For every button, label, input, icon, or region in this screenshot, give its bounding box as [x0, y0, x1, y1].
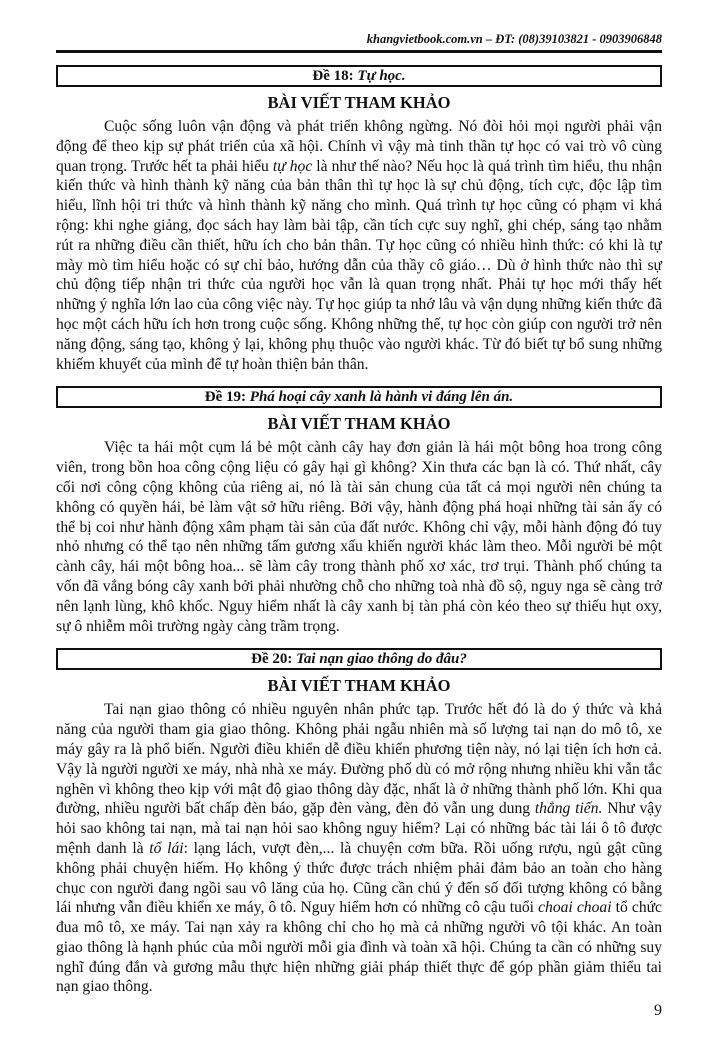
topic-box-19	[56, 386, 662, 408]
italic-run: choai choai	[538, 899, 612, 917]
text-run: Việc ta hái một cụm lá bẻ một cành cây hay đơn giản là hái một bông hoa trong công viên, trong bồn hoa công cộng liệu có gây hại gì không? Xin thưa các bạn là có. Thứ nhất, cây cối nơi công cộng không của riêng ai, nó là tài sản chung của tất cả mọi người nên chúng ta không có quyền hái, bẻ làm vật sở hữu riêng. Bởi vậy, hành động phá hoại những tài sản ấy có thể bị coi như hành động xâm phạm tài sản của đất nước. Không chỉ vậy, mỗi hành động đó tuy nhỏ nhưng có thể tạo nên những tấm gương xấu khiến người khác làm theo. Mỗi người bẻ một cành cây, hái một bông hoa... sẽ làm cây trong thành phố xơ xác, trơ trụi. Thành phố chúng ta vốn đã vắng bóng cây xanh bởi phải nhường chỗ cho những toà nhà đồ sộ, nguy nga sẽ càng trở nên lạnh lùng, khô khốc. Nguy hiểm nhất là cây xanh bị tàn phá còn kéo theo sự thiếu hụt oxy, sự ô nhiễm môi trường ngày càng trầm trọng.	[56, 439, 662, 635]
section-heading: BÀI VIẾT THAM KHẢO	[267, 414, 451, 434]
essay-paragraph-18	[56, 117, 662, 374]
topic-box-20	[56, 648, 662, 670]
essay-paragraph-20	[56, 700, 662, 997]
topic-title: Tai nạn giao thông do đâu?	[296, 651, 467, 668]
topic-label: Đề 20:	[251, 651, 297, 668]
section-18	[56, 65, 662, 374]
section-heading: BÀI VIẾT THAM KHẢO	[267, 93, 451, 112]
text-run: : lạng lách, vượt đèn,... là chuyện cơm bữa. Rồi uống rượu, ngủ gật cũng không phải chuyện hiếm. Họ không ý thức được trách nhiệm phải đảm bảo an toàn cho hàng chục con người đang ngồi sau vô lăng của họ. Cũng cần chú ý đến số đối tượng không có bằng lái nhưng vẫn điều khiển xe máy, ô tô. Nguy hiểm hơn có những cô cậu tuổi	[56, 839, 662, 917]
running-header: khangvietbook.com.vn – ĐT: (08)39103821 - 0903906848	[366, 32, 662, 46]
italic-run: tổ lái	[149, 839, 184, 857]
text-run: Như vậy hỏi sao không tai nạn, mà tai nạn hỏi sao không nguy hiểm? Lại có những bác tài lái ô tô được mệnh danh là	[56, 800, 663, 857]
section-20	[56, 648, 662, 997]
text-run: Tai nạn giao thông có nhiều nguyên nhân phức tạp. Trước hết đó là do ý thức và khả năng của người tham gia giao thông. Không phải ngẫu nhiên mà số lượng tai nạn do mô tô, xe máy gây ra là phổ biến. Người điều khiển dễ điều khiển phương tiện này, nó lại tiện ích hơn cả. Vậy là người người xe máy, nhà nhà xe máy. Đường phố dù có mở rộng nhưng nhiều khi vẫn tắc nghẽn vì không theo kịp với mật độ giao thông dày đặc, nhất là ở những thành phố lớn. Khi qua đường, nhiều người bất chấp đèn báo, gặp đèn vàng, đèn đỏ vẫn ung dung	[56, 701, 662, 818]
topic-label: Đề 19:	[204, 389, 250, 406]
topic-title: Tự học.	[357, 68, 406, 84]
header-rule	[56, 50, 662, 53]
page-number: 9	[654, 1002, 662, 1020]
topic-box-18	[56, 65, 662, 87]
italic-run: tự học	[272, 157, 313, 175]
topic-title: Phá hoại cây xanh là hành vi đáng lên án.	[249, 389, 514, 406]
section-19	[56, 386, 662, 636]
essay-paragraph-19	[56, 438, 662, 636]
text-run: Cuộc sống luôn vận động và phát triển không ngừng. Nó đòi hỏi mọi người phải vận động để theo kịp sự phát triển của xã hội. Chính vì vậy mà tinh thần tự học có vai trò vô cùng quan trọng. Trước hết ta phải hiểu	[56, 118, 662, 175]
document-page	[56, 0, 662, 1041]
italic-run: thẳng tiến.	[534, 800, 603, 818]
text-run: là như thế nào? Nếu học là quá trình tìm hiểu, thu nhận kiến thức và hình thành kỹ năng của bản thân thì tự học là sự chủ động, tích cực, độc lập tìm hiểu, lĩnh hội tri thức và hình thành kỹ năng cho mình. Quá trình tự học cũng có phạm vi khá rộng: khi nghe giảng, đọc sách hay làm bài tập, cần tích cực suy nghĩ, ghi chép, sáng tạo nhằm rút ra những điều cần thiết, hữu ích cho bản thân. Tự học cũng có nhiều hình thức: có khi là tự mày mò tìm hiểu hoặc có sự chỉ bảo, hướng dẫn của thầy cô giáo… Dù ở hình thức nào thì sự chủ động tiếp nhận tri thức của người học vẫn là quan trọng nhất. Phải tự học mới thấy hết những ý nghĩa lớn lao của công việc này. Tự học giúp ta nhớ lâu và vận dụng những kiến thức đã học một cách hữu ích hơn trong cuộc sống. Không những thế, tự học còn giúp con người trở nên năng động, sáng tạo, không ỷ lại, không phụ thuộc vào người khác. Từ đó biết tự bổ sung những khiếm khuyết của mình để tự hoàn thiện bản thân.	[56, 157, 662, 373]
topic-label: Đề 18:	[312, 68, 358, 84]
text-run: tổ chức đua mô tô, xe máy. Tai nạn xảy ra không chỉ cho họ mà cả những người vô tội khác. An toàn giao thông là hạnh phúc của mỗi người mỗi gia đình và toàn xã hội. Chúng ta cần có những suy nghĩ đúng đắn và gương mẫu thực hiện những giải pháp thiết thực để góp phần giảm thiểu tai nạn giao thông.	[56, 899, 662, 996]
section-heading: BÀI VIẾT THAM KHẢO	[267, 676, 451, 696]
